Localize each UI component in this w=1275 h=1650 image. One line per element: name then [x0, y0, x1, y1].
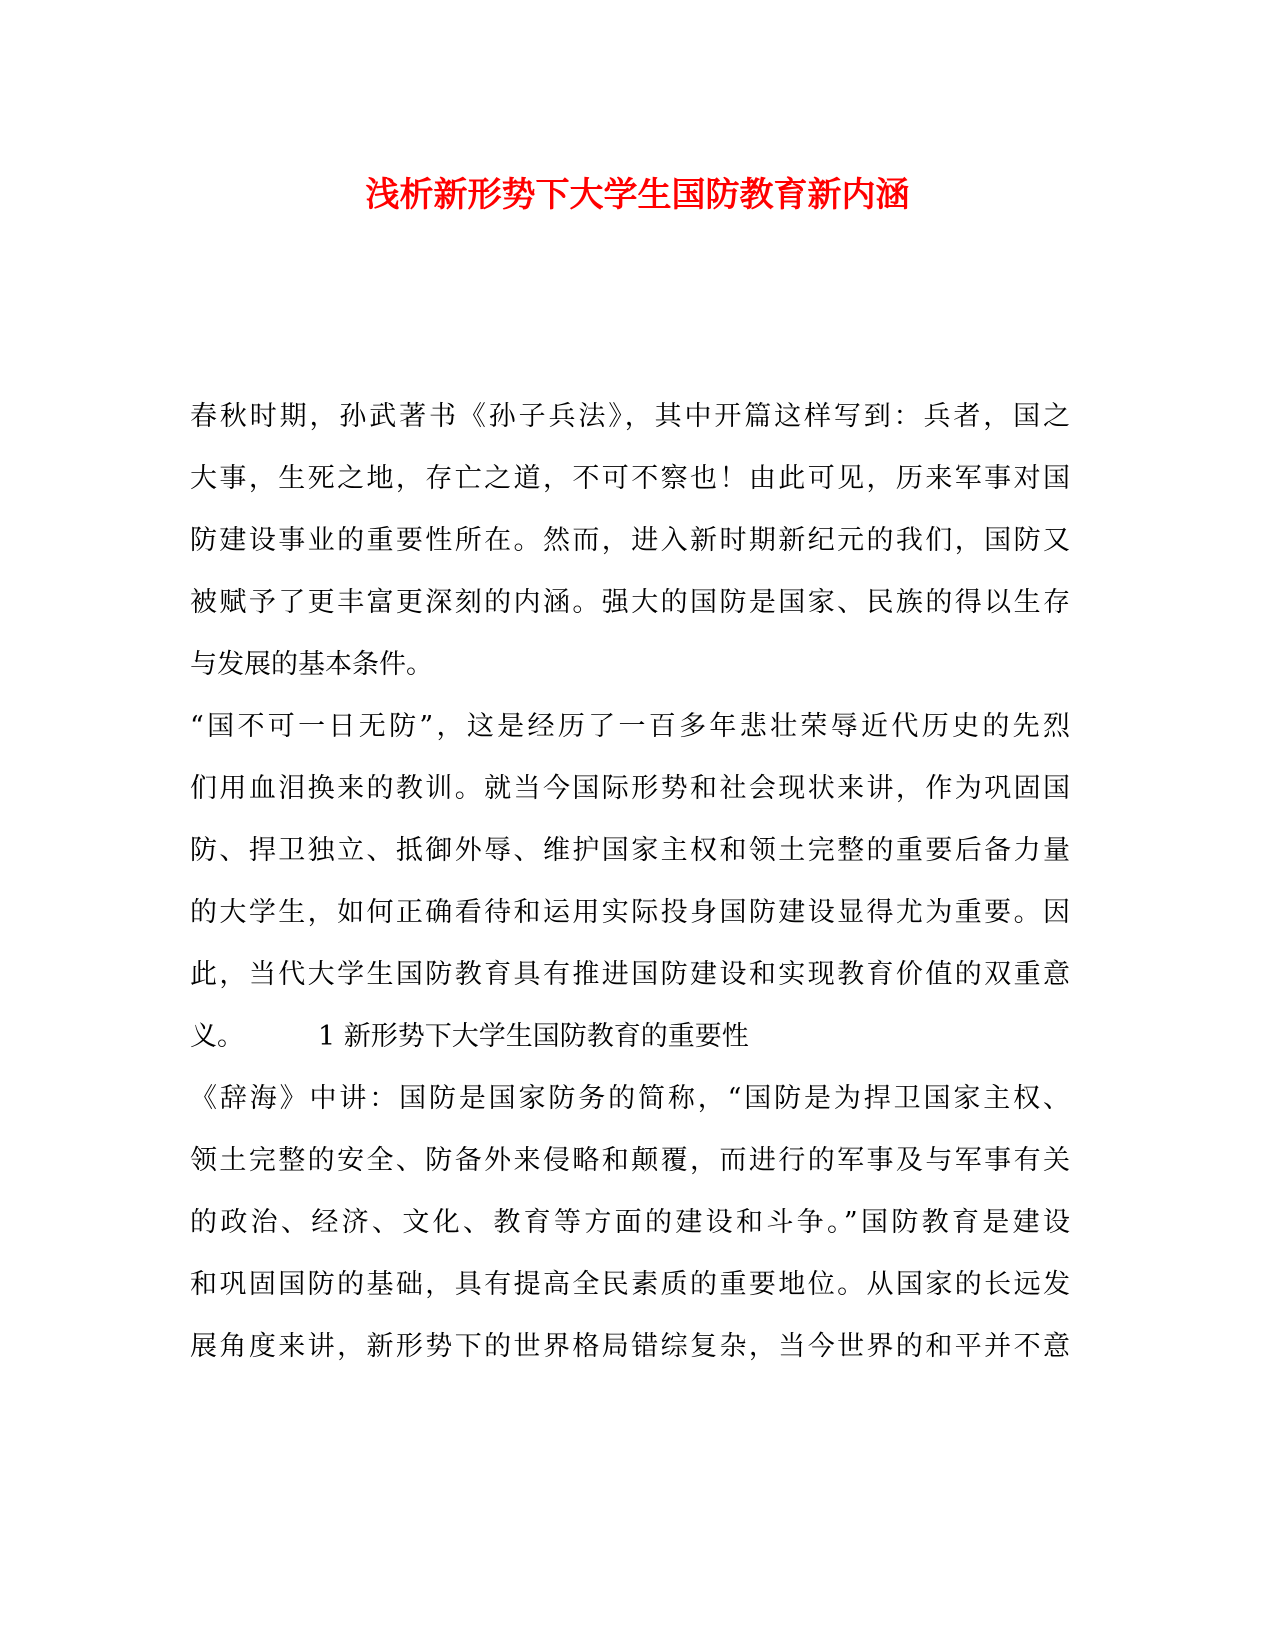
- body-line: “国不可一日无防”，这是经历了一百多年悲壮荣辱近代历史的先烈: [190, 711, 1070, 742]
- body-line: 防建设事业的重要性所在。然而，进入新时期新纪元的我们，国防又: [190, 525, 1070, 556]
- body-line: 领土完整的安全、防备外来侵略和颠覆，而进行的军事及与军事有关: [190, 1145, 1070, 1176]
- body-line: 大事，生死之地，存亡之道，不可不察也！由此可见，历来军事对国: [190, 463, 1070, 494]
- section-heading: 1 新形势下大学生国防教育的重要性: [318, 1021, 749, 1052]
- body-line: 被赋予了更丰富更深刻的内涵。强大的国防是国家、民族的得以生存: [190, 587, 1070, 618]
- body-line: 们用血泪换来的教训。就当今国际形势和社会现状来讲，作为巩固国: [190, 773, 1070, 804]
- body-line: 和巩固国防的基础，具有提高全民素质的重要地位。从国家的长远发: [190, 1269, 1070, 1300]
- body-line: 的政治、经济、文化、教育等方面的建设和斗争。”国防教育是建设: [190, 1207, 1070, 1238]
- body-line: 的大学生，如何正确看待和运用实际投身国防建设显得尤为重要。因: [190, 897, 1070, 928]
- body-line: 春秋时期，孙武著书《孙子兵法》，其中开篇这样写到：兵者，国之: [190, 401, 1070, 432]
- body-line: 《辞海》中讲：国防是国家防务的简称，“国防是为捍卫国家主权、: [190, 1083, 1070, 1114]
- body-line: 防、捍卫独立、抵御外辱、维护国家主权和领土完整的重要后备力量: [190, 835, 1070, 866]
- body-line: 与发展的基本条件。: [190, 649, 433, 680]
- body-line: 展角度来讲，新形势下的世界格局错综复杂，当今世界的和平并不意: [190, 1331, 1070, 1362]
- document-title: 浅析新形势下大学生国防教育新内涵: [365, 175, 910, 215]
- body-line: 此，当代大学生国防教育具有推进国防建设和实现教育价值的双重意: [190, 959, 1070, 990]
- body-line-with-heading: [190, 1017, 1070, 1057]
- body-line-end: 义。: [190, 1021, 244, 1052]
